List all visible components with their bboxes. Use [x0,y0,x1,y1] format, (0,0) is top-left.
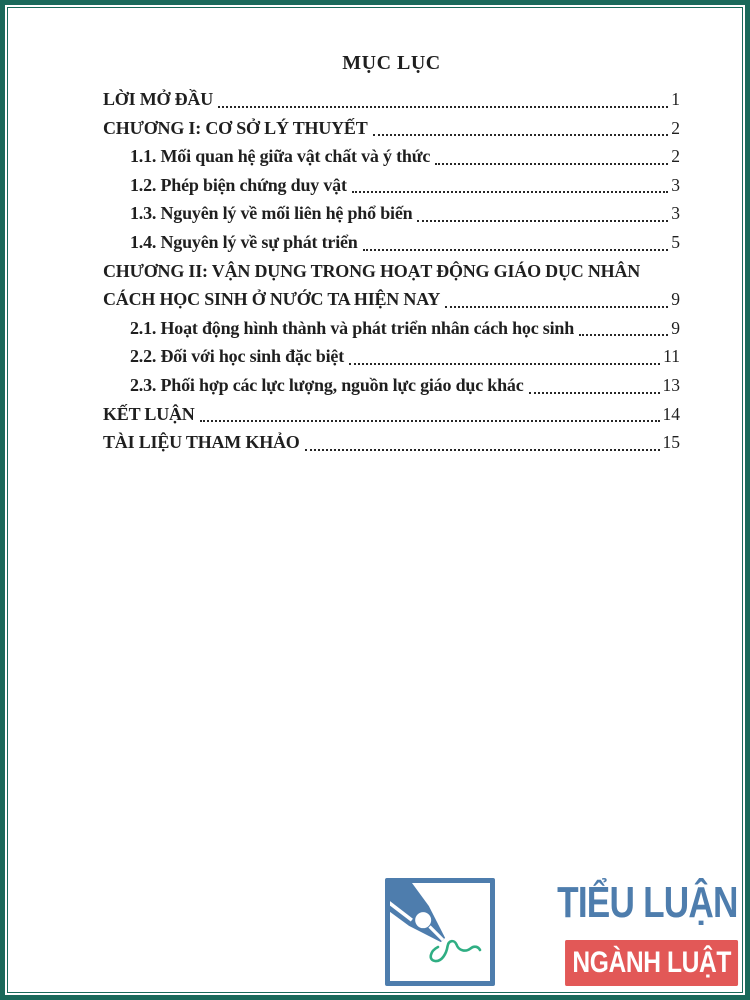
dot-leader [363,249,669,251]
toc-entry [103,400,680,429]
toc-entry [103,199,680,228]
dot-leader [373,134,669,136]
logo-text-block [512,878,738,986]
page-number: 13 [662,374,680,395]
dot-leader [349,363,660,365]
toc-entry [103,257,680,286]
toc-entry-label: LỜI MỞ ĐẦU [103,89,213,109]
toc-entry-label: TÀI LIỆU THAM KHẢO [103,432,300,453]
toc-entry [103,314,680,343]
dot-leader [445,306,668,308]
page-number: 3 [671,174,680,195]
toc-entry-label: 2.3. Phối hợp các lực lượng, nguồn lực giáo dục khác [130,374,524,395]
toc-entry-label: 1.1. Mối quan hệ giữa vật chất và ý thức [130,146,431,167]
dot-leader [529,392,660,394]
dot-leader [218,106,668,108]
page-number: 1 [671,89,680,109]
toc-entry-label: 1.4. Nguyên lý về sự phát triển [130,231,358,252]
page-inner-border [7,7,743,993]
page-number: 5 [671,231,680,252]
page-number: 15 [662,432,680,453]
page-number: 9 [671,289,680,310]
toc-entry [103,114,680,143]
toc-entry [103,85,680,114]
toc-entry [103,342,680,371]
dot-leader [305,449,660,451]
logo-title: TIỂU LUẬN [557,878,738,927]
toc-entry [103,371,680,400]
page-number: 11 [663,346,680,367]
table-of-contents [103,85,680,457]
dot-leader [417,220,668,222]
brand-logo [385,878,738,986]
dot-leader [435,163,668,165]
toc-entry-label: KẾT LUẬN [103,403,195,424]
toc-entry-label: CHƯƠNG I: CƠ SỞ LÝ THUYẾT [103,117,368,138]
page-number: 14 [662,403,680,424]
page-number: 2 [671,117,680,138]
toc-entry-label: 2.2. Đối với học sinh đặc biệt [130,346,344,367]
page-number: 3 [671,203,680,224]
toc-entry [103,428,680,457]
toc-entry-label: 1.3. Nguyên lý về mối liên hệ phổ biến [130,203,413,224]
toc-entry-label: 2.1. Hoạt động hình thành và phát triển nhân cách học sinh [130,317,575,338]
toc-entry-label: 1.2. Phép biện chứng duy vật [130,174,347,195]
toc-entry [103,285,680,314]
dot-leader [579,334,668,336]
toc-entry [103,142,680,171]
logo-badge: NGÀNH LUẬT [565,940,738,986]
toc-entry-label: CÁCH HỌC SINH Ở NƯỚC TA HIỆN NAY [103,289,441,310]
pen-nib-icon [385,878,495,986]
dot-leader [200,420,660,422]
page-number: 9 [671,317,680,338]
page-title: MỤC LỤC [342,52,441,74]
page-number: 2 [671,146,680,167]
dot-leader [352,191,669,193]
toc-entry [103,171,680,200]
toc-entry-label: CHƯƠNG II: VẬN DỤNG TRONG HOẠT ĐỘNG GIÁO DỤC NHÂN [103,260,641,281]
toc-entry [103,228,680,257]
